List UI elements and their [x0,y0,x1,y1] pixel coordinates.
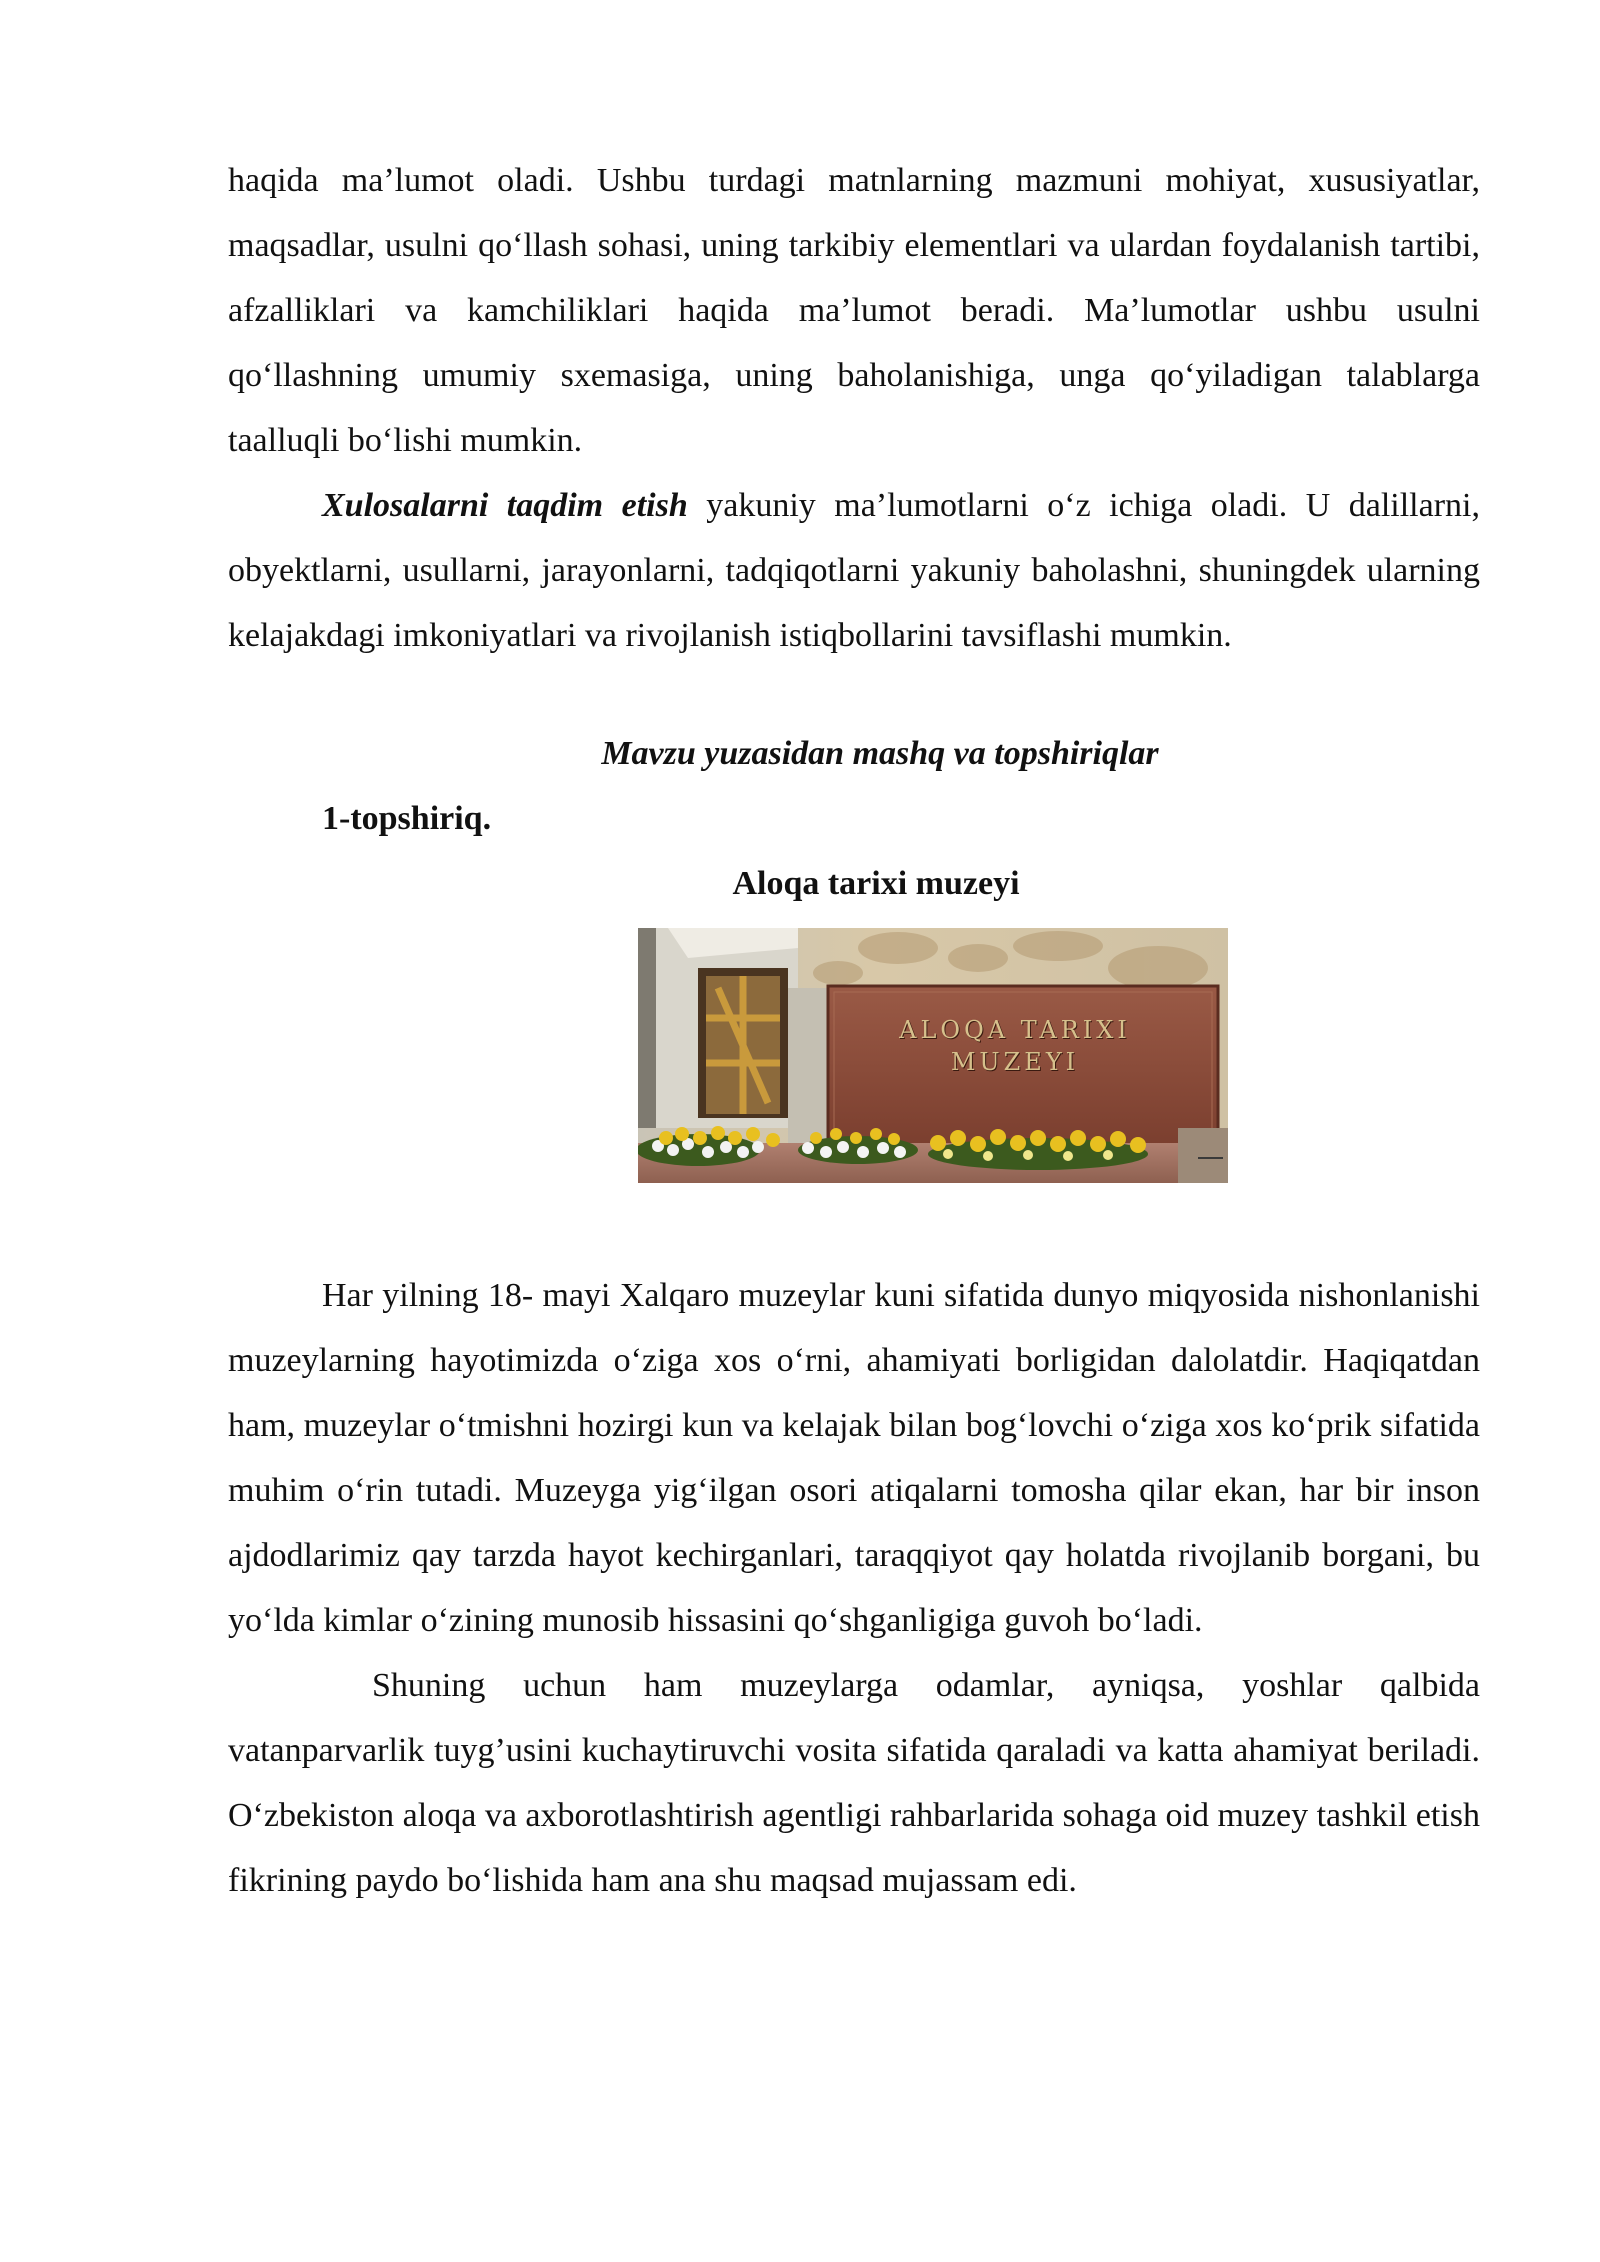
paragraph-museum-day: Har yilning 18- mayi Xalqaro muzeylar kuni sifatida dunyo miqyosida nishonlanishi muzeylarning hayotimizda o‘ziga xos o‘rni, ahamiyati borligidan dalolatdir. Haqiqatdan ham, muzeylar o‘tmishni hozirgi kun va kelajak bilan bog‘lovchi o‘ziga xos ko‘prik sifatida muhim o‘rin tutadi. Muzeyga yig‘ilgan osori atiqalarni tomosha qilar ekan, har bir inson ajdodlarimiz qay tarzda hayot kechirganlari, taraqqiyot qay holatda rivojlanib borgani, bu yo‘lda kimlar o‘zining munosib hissasini qo‘shganligiga guvoh bo‘ladi. [228,1277,1480,1639]
document-page [228,148,1480,1913]
paragraph-conclusions [228,473,1480,668]
plaque-line-1: ALOQA TARIXI [899,1016,1131,1044]
task-label: 1-topshiriq. [322,800,492,837]
paragraph-museum-importance: Shuning uchun ham muzeylarga odamlar, ayniqsa, yoshlar qalbida vatanparvarlik tuyg’usini kuchaytiruvchi vosita sifatida qaraladi va katta ahamiyat beriladi. O‘zbekiston aloqa va axborotlashtirish agentligi rahbarlarida sohaga oid muzey tashkil etish fikrining paydo bo‘lishida ham ana shu maqsad mujassam edi. [228,1667,1480,1899]
term-conclusions: Xulosalarni taqdim etish [322,487,688,524]
museum-photo [638,928,1228,1183]
plaque-lettering [870,1014,1160,1078]
paragraph-conclusions-text: yakuniy ma’lumotlarni o‘z ichiga oladi. U dalillarni, obyektlarni, usullarni, jarayonlarni, tadqiqotlarni yakuniy baholashni, shuningdek ularning kelajakdagi imkoniyatlari va rivojlanish istiqbollarini tavsiflashi mumkin. [228,487,1480,654]
figure-title: Aloqa tarixi muzeyi [732,865,1020,902]
plaque-line-2: MUZEYI [950,1048,1080,1076]
paragraph-intro: haqida ma’lumot oladi. Ushbu turdagi matnlarning mazmuni mohiyat, xususiyatlar, maqsadlar, usulni qo‘llash sohasi, uning tarkibiy elementlari va ulardan foydalanish tartibi, afzalliklari va kamchiliklari haqida ma’lumot beradi. Ma’lumotlar ushbu usulni qo‘llashning umumiy sxemasiga, uning baholanishiga, unga qo‘yiladigan talablarga taalluqli bo‘lishi mumkin. [228,162,1480,459]
section-title: Mavzu yuzasidan mashq va topshiriqlar [601,735,1159,772]
